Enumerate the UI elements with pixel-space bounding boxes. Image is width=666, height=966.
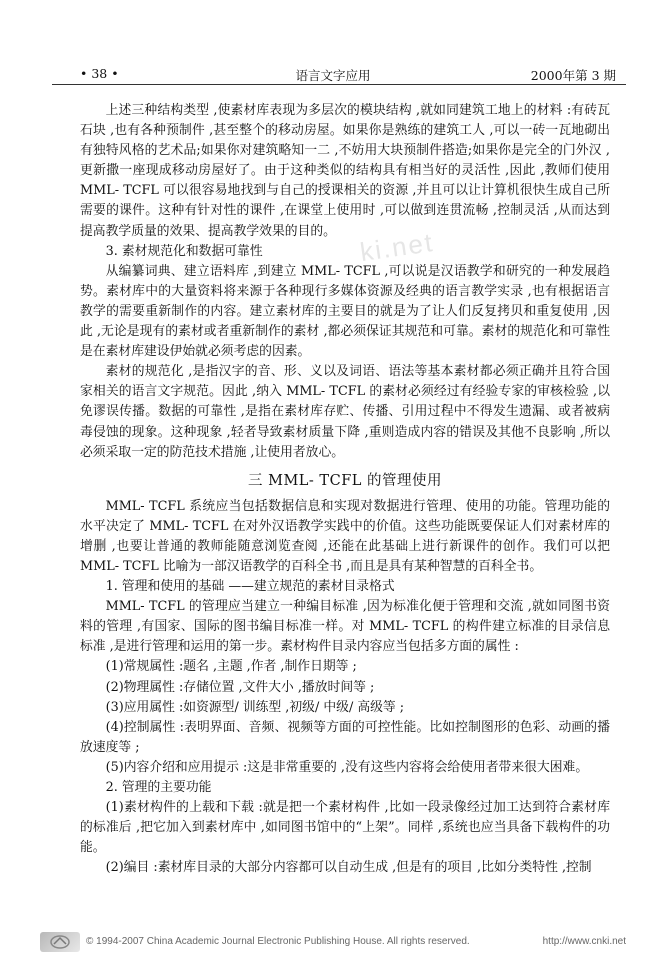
attribute-item: (5)内容介绍和应用提示 :这是非常重要的 ,没有这些内容将会给使用者带来很大困难。: [105, 759, 589, 775]
paragraph: MML- TCFL 系统应当包括数据信息和实现对数据进行管理、使用的功能。管理功能的水平决定了 MML- TCFL 在对外汉语教学实践中的价值。这些功能既要保证人们对素材库的增删 ,也要让普通的教师能随意浏览查阅 ,还能在此基础上进行新课件的创作。我们可以把 MML- TCFL 比喻为一部汉语教学的百科全书 ,而且是具有某种智慧的百科全书。: [80, 498, 610, 574]
paragraph: MML- TCFL 的管理应当建立一种编目标准 ,因为标准化便于管理和交流 ,就如同图书资料的管理 ,有国家、国际的图书编目标准一样。对 MML- TCFL 的构件建立标准的目录信息标准 ,是进行管理和运用的第一步。素材构件目录内容应当包括多方面的属性 :: [80, 599, 610, 655]
subheading: 2. 管理的主要功能: [105, 780, 212, 795]
paragraph: 素材的规范化 ,是指汉字的音、形、义以及词语、语法等基本素材都必须正确并且符合国家相关的语言文字规范。因此 ,纳入 MML- TCFL 的素材必须经过有经验专家的审核检验 ,以免谬误传播。数据的可靠性 ,是指在素材库存贮、传播、引用过程中不得发生遗漏、或者被病毒侵蚀的现象。这种现象 ,轻者导致素材质量下降 ,重则造成内容的错误及其他不良影响 ,所以必须采取一定的防范技术措施 ,让使用者放心。: [80, 364, 610, 460]
subheading: 3. 素材规范化和数据可靠性: [105, 243, 263, 259]
attribute-item: (1)常规属性 :题名 ,主题 ,作者 ,制作日期等 ;: [105, 659, 357, 675]
article-body: [80, 101, 610, 878]
paragraph: 上述三种结构类型 ,使素材库表现为多层次的模块结构 ,就如同建筑工地上的材料 :有砖瓦石块 ,也有各种预制件 ,甚至整个的移动房屋。如果你是熟练的建筑工人 ,可以一砖一瓦地砌出有独特风格的艺术品;如果你对建筑略知一二 ,不妨用大块预制件搭造;如果你是完全的门外汉 ,更新撒一座现成移动房屋好了。由于这种类似的结构具有相当好的灵活性 ,因此 ,教师们使用 MML- TCFL 可以很容易地找到与自己的授课相关的资源 ,并且可以让计算机很快生成自己所需要的课件。这种有针对性的课件 ,在课堂上使用时 ,可以做到连贯流畅 ,控制灵活 ,从而达到提高教学质量的效果、提高教学效果的目的。: [80, 103, 610, 239]
paragraph: 从编纂词典、建立语料库 ,到建立 MML- TCFL ,可以说是汉语教学和研究的一种发展趋势。素材库中的大量资料将来源于各种现行多媒体资源及经典的语言教学实录 ,也有根据语言教学的需要重新制作的内容。建立素材库的主要目的就是为了让人们反复拷贝和重复使用 ,因此 ,无论是现有的素材或者重新制作的素材 ,都必须保证其规范和可靠。素材的规范化和可靠性是在素材库建设伊始就必须考虑的因素。: [80, 263, 610, 360]
subheading: 1. 管理和使用的基础 ——建立规范的素材目录格式: [105, 579, 395, 595]
section-title: 三 MML- TCFL 的管理使用: [247, 472, 442, 489]
footer-url[interactable]: http://www.cnki.net: [542, 936, 626, 947]
page-footer: [40, 932, 626, 956]
attribute-item: (4)控制属性 :表明界面、音频、视频等方面的可控性能。比如控制图形的色彩、动画的播放速度等 ;: [80, 719, 610, 755]
attribute-item: (2)物理属性 :存储位置 ,文件大小 ,播放时间等 ;: [105, 679, 375, 695]
page-header: [40, 62, 626, 82]
attribute-item: (3)应用属性 :如资源型/ 训练型 ,初级/ 中级/ 高级等 ;: [105, 699, 405, 715]
cnki-logo: [40, 932, 80, 952]
function-item: (2)编目 :素材库目录的大部分内容都可以自动生成 ,但是有的项目 ,比如分类特性 ,控制: [105, 860, 592, 876]
function-item: (1)素材构件的上载和下载 :就是把一个素材构件 ,比如一段录像经过加工达到符合素材库的标准后 ,把它加入到素材库中 ,如同图书馆中的“上架”。同样 ,系统也应当具备下载构件的功能。: [80, 800, 610, 856]
journal-title: 语言文字应用: [295, 68, 371, 83]
issue-label: 2000年第 3 期: [530, 68, 616, 83]
watermark: ki.net: [358, 226, 436, 268]
copyright-text: © 1994-2007 China Academic Journal Electronic Publishing House. All rights reserved.: [86, 936, 470, 947]
header-rule: [52, 84, 626, 85]
page-number: • 38 •: [80, 66, 119, 81]
